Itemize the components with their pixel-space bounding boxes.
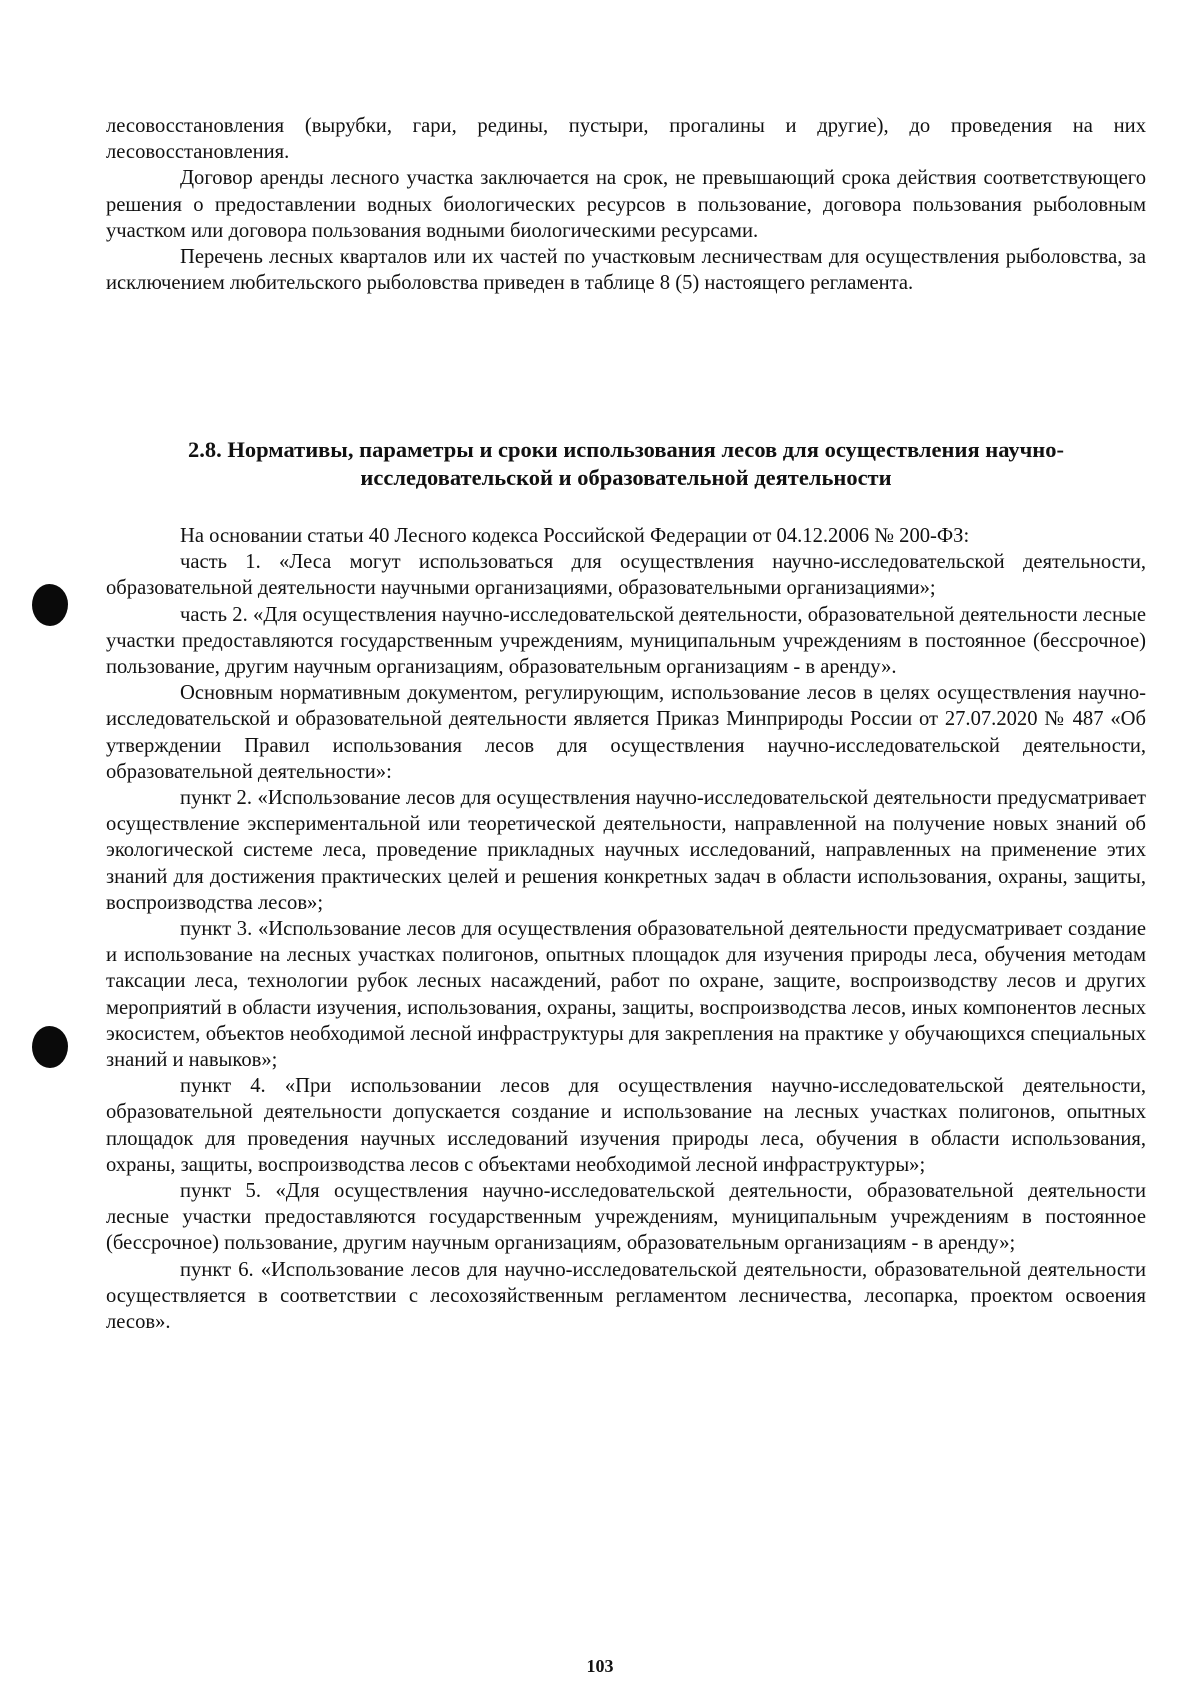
paragraph: часть 1. «Леса могут использоваться для осуществления научно-исследовательской деятельности, образовательной деятельности научными организациями, образовательными организациями»; xyxy=(106,551,1146,600)
paragraph: На основании статьи 40 Лесного кодекса Российской Федерации от 04.12.2006 № 200-ФЗ: xyxy=(180,525,970,547)
paragraph: Договор аренды лесного участка заключается на срок, не превышающий срока действия соответствующего решения о предоставлении водных биологических ресурсов в пользование, договора пользования рыболовным участком или договора пользования водными биологическими ресурсами. xyxy=(106,167,1146,242)
top-text-block xyxy=(106,113,1146,296)
section-heading-line: 2.8. Нормативы, параметры и сроки использования лесов для осуществления научно- xyxy=(188,437,1064,462)
punch-hole-mark xyxy=(32,584,68,626)
paragraph: Перечень лесных кварталов или их частей по участковым лесничествам для осуществления рыболовства, за исключением любительского рыболовства приведен в таблице 8 (5) настоящего регламента. xyxy=(106,246,1146,295)
paragraph: пункт 4. «При использовании лесов для осуществления научно-исследовательской деятельности, образовательной деятельности допускается создание и использование на лесных участках полигонов, опытных площадок для проведения научных исследований изучения природы леса, обучения в области использования, охраны, защиты, воспроизводства лесов с объектами необходимой лесной инфраструктуры»; xyxy=(106,1075,1146,1176)
section-body xyxy=(106,523,1146,1335)
paragraph: пункт 5. «Для осуществления научно-исследовательской деятельности, образовательной деятельности лесные участки предоставляются государственным учреждениям, муниципальным учреждениям в постоянное (бессрочное) пользование, другим научным организациям, образовательным организациям - в аренду»; xyxy=(106,1180,1146,1255)
paragraph: пункт 3. «Использование лесов для осуществления образовательной деятельности предусматривает создание и использование на лесных участках полигонов, опытных площадок для изучения природы леса, обучения методам таксации леса, технологии рубок лесных насаждений, работ по охране, защите, воспроизводству лесов и других мероприятий в области изучения, использования, охраны, защиты, воспроизводства лесов, иных компонентов лесных экосистем, объектов необходимой лесной инфраструктуры для закрепления на практике у обучающихся специальных знаний и навыков»; xyxy=(106,918,1146,1072)
punch-hole-mark xyxy=(32,1026,68,1068)
paragraph: лесовосстановления (вырубки, гари, редины, пустыри, прогалины и другие), до проведения на них лесовосстановления. xyxy=(106,115,1146,164)
paragraph: часть 2. «Для осуществления научно-исследовательской деятельности, образовательной деятельности лесные участки предоставляются государственным учреждениям, муниципальным учреждениям в постоянное (бессрочное) пользование, другим научным организациям, образовательным организациям - в аренду». xyxy=(106,603,1146,679)
section-heading xyxy=(106,436,1146,492)
page-number: 103 xyxy=(586,1656,614,1676)
section-heading-line: исследовательской и образовательной деятельности xyxy=(360,465,892,490)
paragraph: Основным нормативным документом, регулирующим, использование лесов в целях осуществления научно-исследовательской и образовательной деятельности является Приказ Минприроды России от 27.07.2020 № 487 «Об утверждении Правил использования лесов для осуществления научно-исследовательской деятельности, образовательной деятельности»: xyxy=(106,682,1146,783)
paragraph: пункт 6. «Использование лесов для научно-исследовательской деятельности, образовательной деятельности осуществляется в соответствии с лесохозяйственным регламентом лесничества, лесопарка, проектом освоения лесов». xyxy=(106,1258,1146,1334)
paragraph: пункт 2. «Использование лесов для осуществления научно-исследовательской деятельности предусматривает осуществление экспериментальной или теоретической деятельности, направленной на получение новых знаний об экологической системе леса, проведение прикладных научных исследований, направленных на применение этих знаний для достижения практических целей и решения конкретных задач в области использования, охраны, защиты, воспроизводства лесов»; xyxy=(106,787,1146,914)
